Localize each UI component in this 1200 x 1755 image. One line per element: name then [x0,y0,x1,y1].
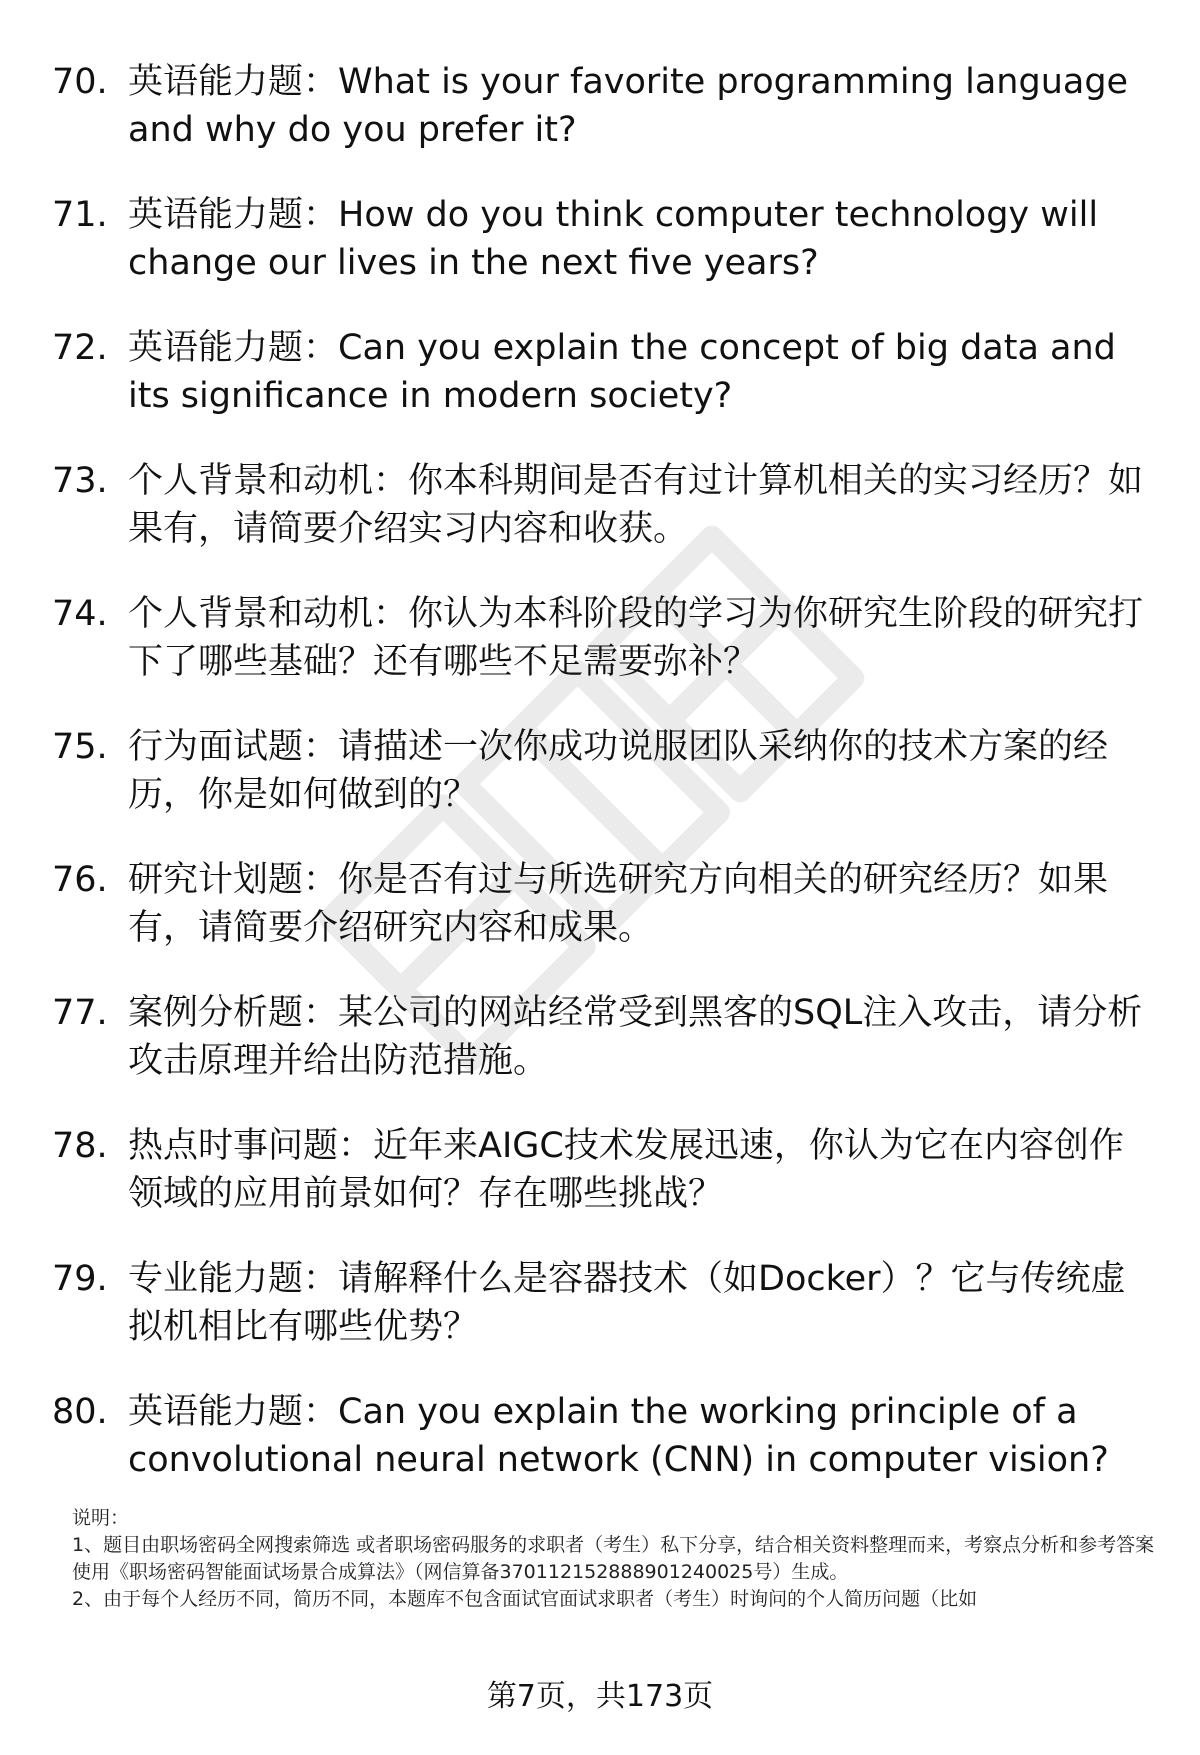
question-list [0,58,1200,1521]
question-text: 行为面试题：请描述一次你成功说服团队采纳你的技术方案的经历，你是如何做到的？ [128,727,1109,815]
notes-item: 1、题目由职场密码全网搜索筛选 或者职场密码服务的求职者（考生）私下分享，结合相关资料整理而来，考察点分析和参考答案使用《职场密码智能面试场景合成算法》（网信算备370112152888901240025号）生成。 [72,1534,1155,1583]
question-item [0,324,1200,457]
question-item [0,191,1200,324]
question-text: 英语能力题：Can you explain the concept of big data and its significance in modern society? [128,328,1116,416]
question-item [0,58,1200,191]
question-text: 个人背景和动机：你认为本科阶段的学习为你研究生阶段的研究打下了哪些基础？还有哪些不足需要弥补？ [128,594,1144,682]
question-item [0,1388,1200,1521]
question-number: 73. [52,461,108,501]
question-number: 70. [52,62,108,102]
question-item [0,1255,1200,1388]
question-text: 研究计划题：你是否有过与所选研究方向相关的研究经历？如果有，请简要介绍研究内容和成果。 [128,860,1109,948]
question-text: 个人背景和动机：你本科期间是否有过计算机相关的实习经历？如果有，请简要介绍实习内容和收获。 [128,461,1144,549]
question-text: 英语能力题：How do you think computer technology will change our lives in the next five years? [128,195,1099,283]
question-number: 76. [52,860,108,900]
notes-item: 2、由于每个人经历不同，简历不同，本题库不包含面试官面试求职者（考生）时询问的个人简历问题（比如 [72,1588,978,1610]
notes-section [72,1505,1162,1613]
question-item [0,856,1200,989]
question-number: 78. [52,1126,108,1166]
question-number: 77. [52,993,108,1033]
question-item [0,1122,1200,1255]
notes-heading: 说明： [72,1507,130,1529]
question-number: 71. [52,195,108,235]
page-number: 第7页，共173页 [486,1679,714,1714]
question-text: 英语能力题：Can you explain the working principle of a convolutional neural network (CNN) in computer vision? [128,1392,1109,1480]
question-text: 专业能力题：请解释什么是容器技术（如Docker）？它与传统虚拟机相比有哪些优势？ [128,1259,1126,1347]
question-number: 80. [52,1392,108,1432]
question-number: 72. [52,328,108,368]
question-text: 案例分析题：某公司的网站经常受到黑客的SQL注入攻击，请分析攻击原理并给出防范措施。 [128,993,1143,1081]
question-item [0,723,1200,856]
question-item [0,457,1200,590]
question-text: 热点时事问题：近年来AIGC技术发展迅速，你认为它在内容创作领域的应用前景如何？存在哪些挑战？ [128,1126,1124,1214]
question-item [0,590,1200,723]
question-number: 79. [52,1259,108,1299]
question-number: 75. [52,727,108,767]
question-text: 英语能力题：What is your favorite programming language and why do you prefer it? [128,62,1129,150]
question-item [0,989,1200,1122]
question-number: 74. [52,594,108,634]
